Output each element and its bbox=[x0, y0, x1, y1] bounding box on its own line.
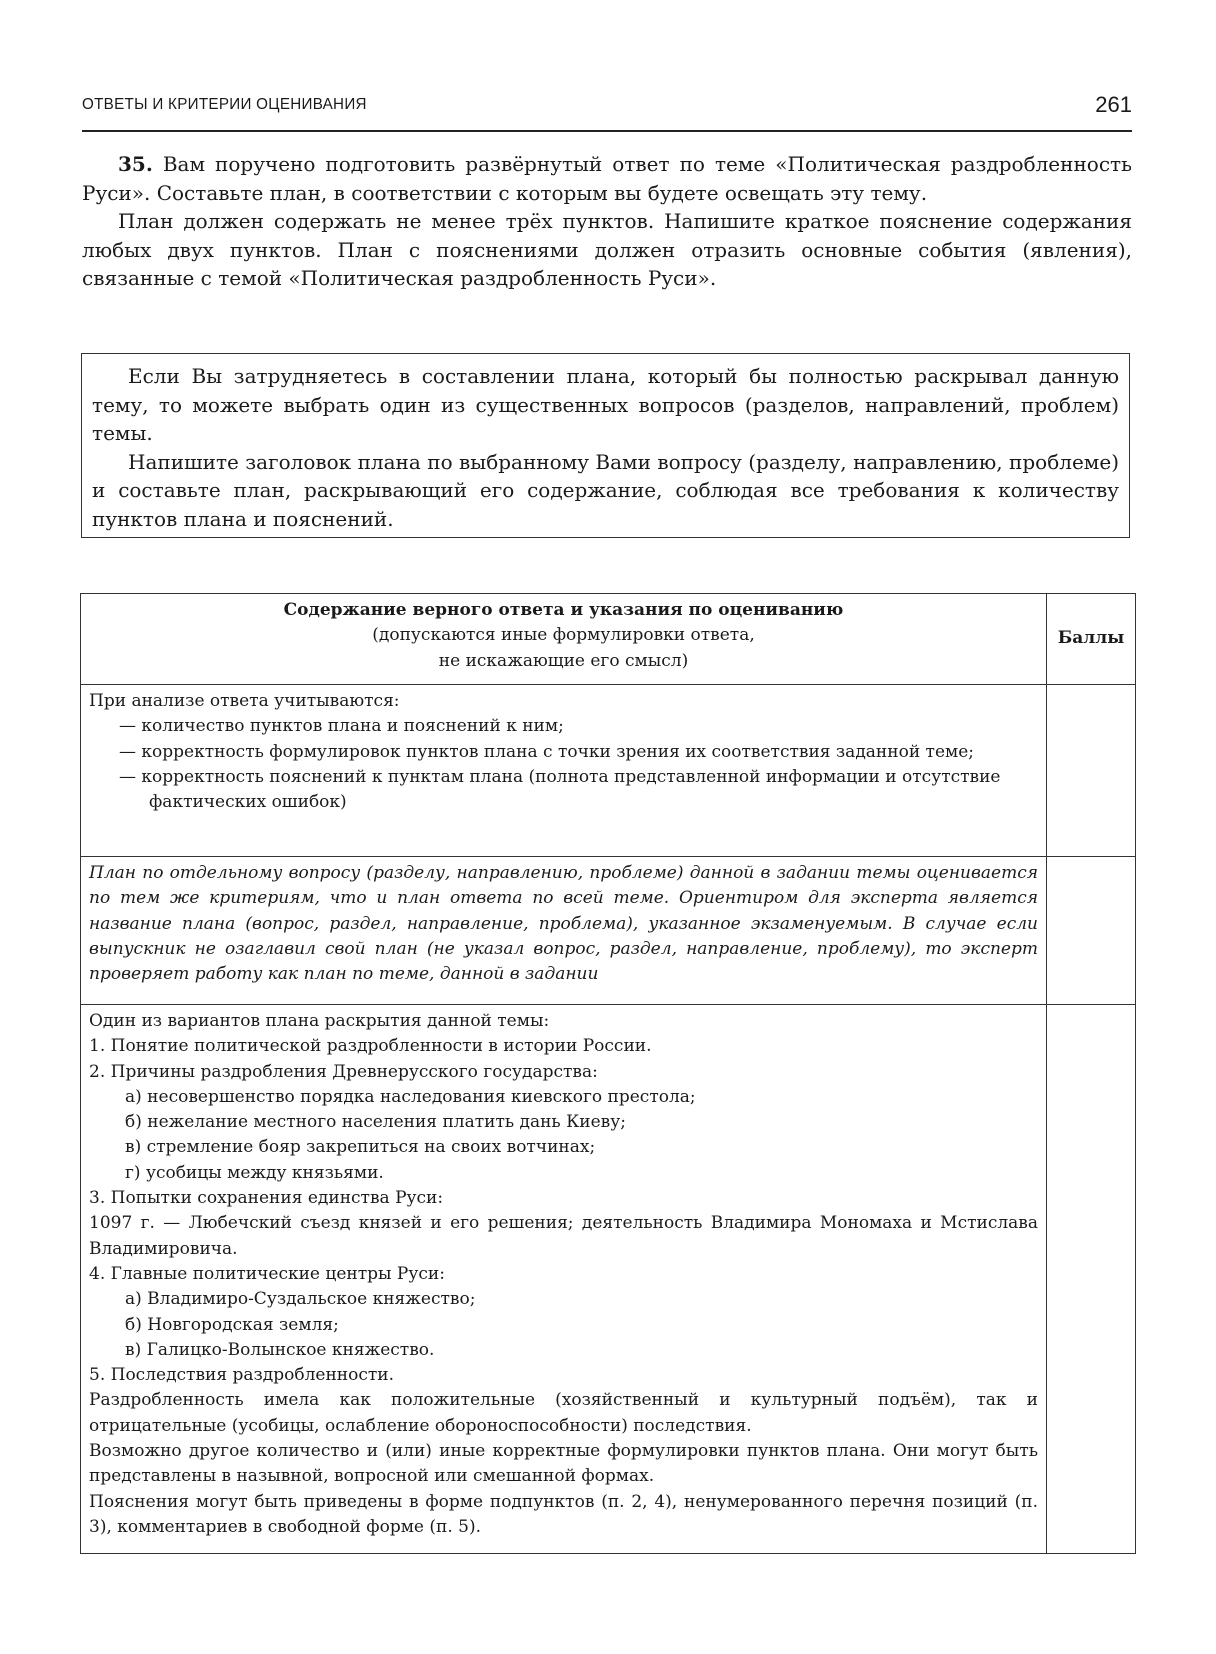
running-header bbox=[82, 94, 1132, 132]
points-cell bbox=[1047, 1005, 1136, 1554]
content-header bbox=[81, 594, 1047, 685]
note-paragraph-2: Напишите заголовок плана по выбранному Вами вопросу (разделу, направлению, проблеме) и составьте план, раскрывающий его содержание, соблюдая все требования к количеству пунктов плана и пояснений. bbox=[92, 449, 1119, 531]
plan-line: Возможно другое количество и (или) иные корректные формулировки пунктов плана. Они могут быть представлены в назывной, вопросной или смешанной формах. bbox=[89, 1441, 1038, 1487]
header-line-1: Содержание верного ответа и указания по оцениванию bbox=[283, 600, 844, 620]
plan-line: б) Новгородская земля; bbox=[125, 1314, 339, 1335]
note-paragraph-1: Если Вы затрудняетесь в составлении плана, который бы полностью раскрывал данную тему, то можете выбрать один из существенных вопросов (разделов, направлений, проблем) темы. bbox=[92, 364, 1119, 445]
plan-line: б) нежелание местного населения платить дань Киеву; bbox=[125, 1112, 626, 1133]
plan-line: 1. Понятие политической раздробленности в истории России. bbox=[89, 1036, 652, 1057]
task-number: 35. bbox=[118, 152, 153, 176]
points-cell bbox=[1047, 685, 1136, 857]
plan-line: 1097 г. — Любечский съезд князей и его решения; деятельность Владимира Мономаха и Мстислава Владимировича. bbox=[89, 1213, 1038, 1259]
task-text-1: Вам поручено подготовить развёрнутый ответ по теме «Политическая раздробленность Руси». Составьте план, в соответствии с которым вы будете освещать эту тему. bbox=[82, 152, 1132, 205]
plan-line: а) Владимиро-Суздальское княжество; bbox=[125, 1289, 476, 1310]
criteria-item: — корректность формулировок пунктов плана с точки зрения их соответствия заданной теме; bbox=[119, 741, 975, 762]
header-line-2: (допускаются иные формулировки ответа, bbox=[372, 625, 755, 646]
plan-line: 5. Последствия раздробленности. bbox=[89, 1365, 395, 1386]
points-header: Баллы bbox=[1047, 594, 1136, 685]
criteria-table bbox=[80, 593, 1136, 1554]
points-cell bbox=[1047, 857, 1136, 1005]
plan-cell bbox=[81, 1005, 1047, 1554]
table-row bbox=[81, 685, 1136, 857]
criteria-item: — корректность пояснений к пунктам плана (полнота представленной информации и отсутствие фактических ошибок) bbox=[119, 766, 1001, 813]
table-row bbox=[81, 857, 1136, 1005]
plan-line: в) стремление бояр закрепиться на своих вотчинах; bbox=[125, 1137, 596, 1158]
plan-line: в) Галицко-Волынское княжество. bbox=[125, 1339, 435, 1360]
note-cell: План по отдельному вопросу (разделу, направлению, проблеме) данной в задании темы оценивается по тем же критериям, что и план ответа по всей теме. Ориентиром для эксперта является название плана (вопрос, раздел, направление, проблема), указанное экзаменуемым. В случае если выпускник не озаглавил свой план (не указал вопрос, раздел, направление, проблему), то эксперт проверяет работу как план по теме, данной в задании bbox=[81, 857, 1047, 1005]
plan-line: 3. Попытки сохранения единства Руси: bbox=[89, 1188, 444, 1209]
criteria-cell bbox=[81, 685, 1047, 857]
plan-line: 4. Главные политические центры Руси: bbox=[89, 1263, 445, 1284]
table-row bbox=[81, 1005, 1136, 1554]
criteria-intro: При анализе ответа учитываются: bbox=[89, 691, 400, 711]
running-title: ОТВЕТЫ И КРИТЕРИИ ОЦЕНИВАНИЯ bbox=[82, 96, 367, 113]
task-35 bbox=[82, 150, 1132, 293]
criteria-item: — количество пунктов плана и пояснений к ним; bbox=[119, 716, 564, 737]
header-line-3: не искажающие его смысл) bbox=[438, 650, 689, 671]
plan-intro: Один из вариантов плана раскрытия данной темы: bbox=[89, 1011, 550, 1031]
task-text-2: План должен содержать не менее трёх пунктов. Напишите краткое пояснение содержания любых двух пунктов. План с пояснениями должен отразить основные события (явления), связанные с темой «Политическая раздробленность Руси». bbox=[82, 209, 1132, 290]
plan-line: 2. Причины раздробления Древнерусского государства: bbox=[89, 1061, 598, 1082]
plan-line: г) усобицы между князьями. bbox=[125, 1162, 384, 1183]
page-number: 261 bbox=[1095, 92, 1132, 117]
table-header-row bbox=[81, 594, 1136, 685]
plan-line: а) несовершенство порядка наследования киевского престола; bbox=[125, 1086, 696, 1107]
plan-line: Пояснения могут быть приведены в форме подпунктов (п. 2, 4), ненумерованного перечня позиций (п. 3), комментариев в свободной форме (п. 5). bbox=[89, 1491, 1038, 1537]
note-box bbox=[81, 353, 1130, 538]
plan-line: Раздробленность имела как положительные (хозяйственный и культурный подъём), так и отрицательные (усобицы, ослабление обороноспособности) последствия. bbox=[89, 1390, 1038, 1436]
